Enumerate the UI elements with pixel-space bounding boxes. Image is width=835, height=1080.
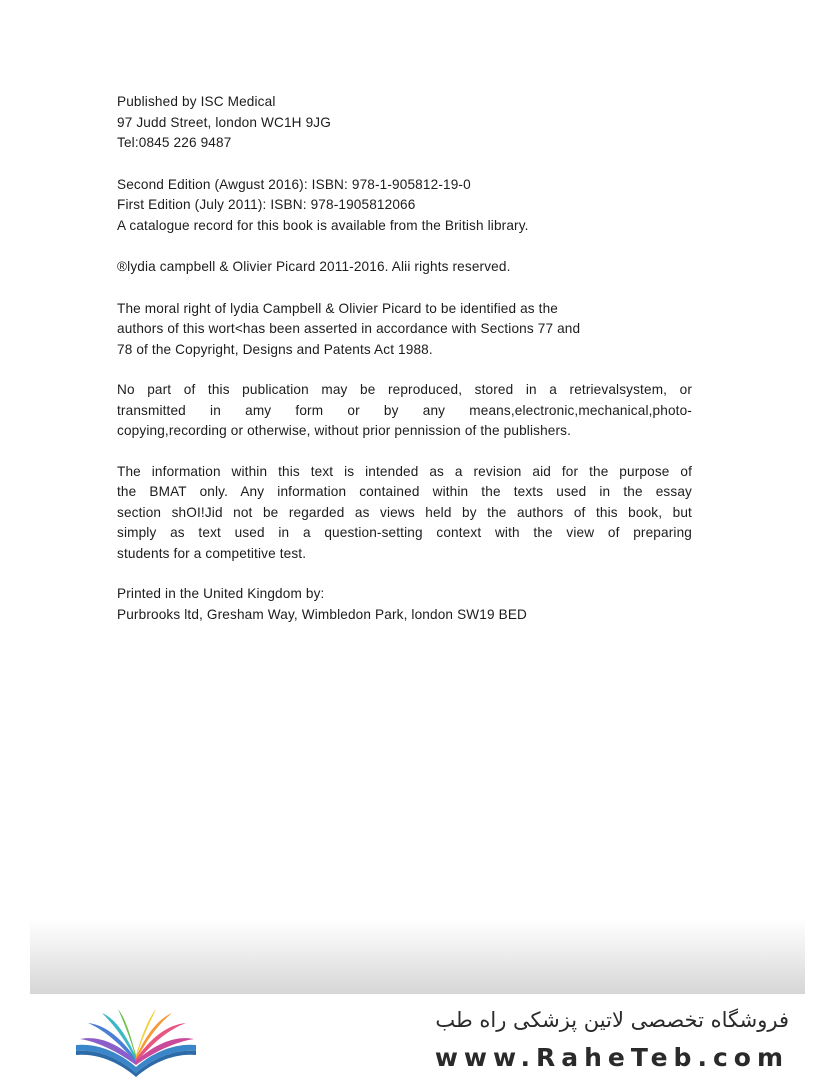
information-line: The information within this text is intended as a revision aid for the purpose of (117, 463, 692, 479)
moral-right-line: authors of this wort<has been asserted in accordance with Sections 77 and (117, 321, 581, 336)
information-line: students for a competitive test. (117, 545, 307, 561)
printer-country: Printed in the United Kingdom by: (117, 586, 325, 601)
catalogue-record: A catalogue record for this book is available from the British library. (117, 217, 529, 233)
store-name: فروشگاه تخصصی لاتین پزشکی راه طب (435, 1008, 789, 1032)
imprint-text (117, 92, 692, 625)
second-edition-isbn: Second Edition (Awgust 2016): ISBN: 978-1-905812-19-0 (117, 176, 471, 192)
publisher-address: 97 Judd Street, london WC1H 9JG (117, 114, 331, 130)
publisher-phone: Tel:0845 226 9487 (117, 135, 232, 150)
information-line: simply as text used in a question-setting context with the view of preparing (117, 525, 692, 540)
copyright-block (117, 257, 692, 278)
publisher-name: Published by ISC Medical (117, 94, 276, 109)
moral-right-block (117, 299, 692, 361)
first-edition-isbn: First Edition (July 2011): ISBN: 978-1905812066 (117, 197, 416, 212)
publisher-block (117, 92, 692, 154)
moral-right-line: The moral right of lydia Campbell & Olivier Picard to be identified as the (117, 300, 559, 316)
reproduction-line: No part of this publication may be reproduced, stored in a retrievalsystem, or (117, 382, 692, 397)
reproduction-line: copying,recording or otherwise, without prior pennission of the publishers. (117, 423, 572, 438)
printer-address: Purbrooks ltd, Gresham Way, Wimbledon Park, london SW19 BED (117, 606, 528, 622)
information-block (117, 462, 692, 565)
printer-block (117, 584, 692, 625)
information-line: the BMAT only. Any information contained within the texts used in the essay (117, 484, 692, 499)
open-book-rainbow-icon (70, 1005, 202, 1077)
copyright-line: ®lydia campbell & Olivier Picard 2011-2016. Alii rights reserved. (117, 259, 511, 274)
reproduction-block (117, 380, 692, 442)
editions-block (117, 175, 692, 237)
reproduction-line: transmitted in amy form or by any means,electronic,mechanical,photo- (117, 402, 692, 418)
moral-right-line: 78 of the Copyright, Designs and Patents Act 1988. (117, 341, 433, 357)
information-line: section shOI!Jid not be regarded as views held by the authors of this book, but (117, 504, 692, 520)
footer-shadow (30, 918, 805, 994)
store-url[interactable]: www.RaheTeb.com (434, 1043, 789, 1072)
